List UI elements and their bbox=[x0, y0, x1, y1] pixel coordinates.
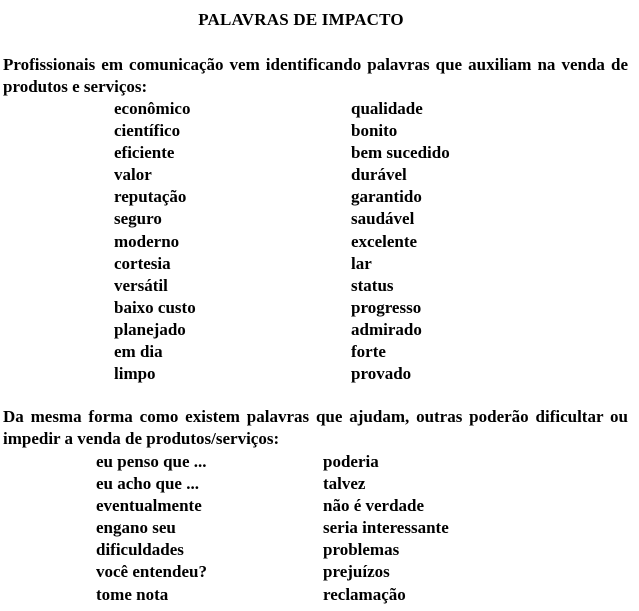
word-item: em dia bbox=[114, 342, 163, 362]
word-item: econômico bbox=[114, 99, 191, 118]
intro-negative-paragraph: Da mesma forma como existem palavras que ajudam, outras poderão dificultar ou impedir a venda de produtos/serviços: bbox=[3, 407, 628, 448]
word-item: eficiente bbox=[114, 143, 175, 163]
word-item: admirado bbox=[351, 319, 422, 339]
word-item: moderno bbox=[114, 231, 180, 251]
word-item: eu penso que ... bbox=[96, 452, 207, 471]
intro-positive-paragraph: Profissionais em comunicação vem identificando palavras que auxiliam na venda de produtos e serviços: bbox=[3, 55, 628, 96]
word-item: excelente bbox=[351, 231, 418, 251]
word-item: versátil bbox=[114, 275, 168, 295]
word-item: limpo bbox=[114, 364, 156, 384]
word-item: científico bbox=[114, 121, 181, 141]
word-item: qualidade bbox=[351, 99, 423, 118]
word-item: você entendeu? bbox=[96, 562, 207, 582]
word-item: valor bbox=[114, 165, 152, 185]
word-item: bem sucedido bbox=[351, 143, 450, 163]
word-item: planejado bbox=[114, 319, 186, 339]
word-item: provado bbox=[351, 364, 412, 384]
word-item: eu acho que ... bbox=[96, 474, 199, 494]
word-item: saudável bbox=[351, 209, 415, 229]
word-item: reclamação bbox=[323, 584, 406, 604]
word-item: não é verdade bbox=[323, 496, 425, 516]
word-item: garantido bbox=[351, 187, 422, 207]
negative-words-right-column bbox=[323, 451, 449, 606]
word-item: tome nota bbox=[96, 584, 169, 604]
word-item: forte bbox=[351, 342, 386, 362]
word-item: talvez bbox=[323, 474, 366, 494]
positive-words-left-column bbox=[114, 98, 196, 385]
word-item: prejuízos bbox=[323, 562, 390, 582]
word-item: baixo custo bbox=[114, 297, 196, 317]
word-item: poderia bbox=[323, 452, 379, 471]
positive-words-right-column bbox=[351, 98, 450, 385]
word-item: eventualmente bbox=[96, 496, 202, 516]
word-item: dificuldades bbox=[96, 540, 184, 560]
word-item: lar bbox=[351, 253, 372, 273]
word-item: bonito bbox=[351, 121, 398, 141]
word-item: status bbox=[351, 275, 394, 295]
word-item: cortesia bbox=[114, 253, 171, 273]
negative-words-left-column bbox=[96, 451, 207, 606]
document-title: PALAVRAS DE IMPACTO bbox=[198, 10, 404, 29]
word-item: problemas bbox=[323, 540, 400, 560]
word-item: durável bbox=[351, 165, 407, 185]
word-item: reputação bbox=[114, 187, 187, 207]
word-item: engano seu bbox=[96, 518, 176, 538]
word-item: seguro bbox=[114, 209, 162, 229]
word-item: progresso bbox=[351, 297, 422, 317]
word-item: seria interessante bbox=[323, 518, 449, 538]
